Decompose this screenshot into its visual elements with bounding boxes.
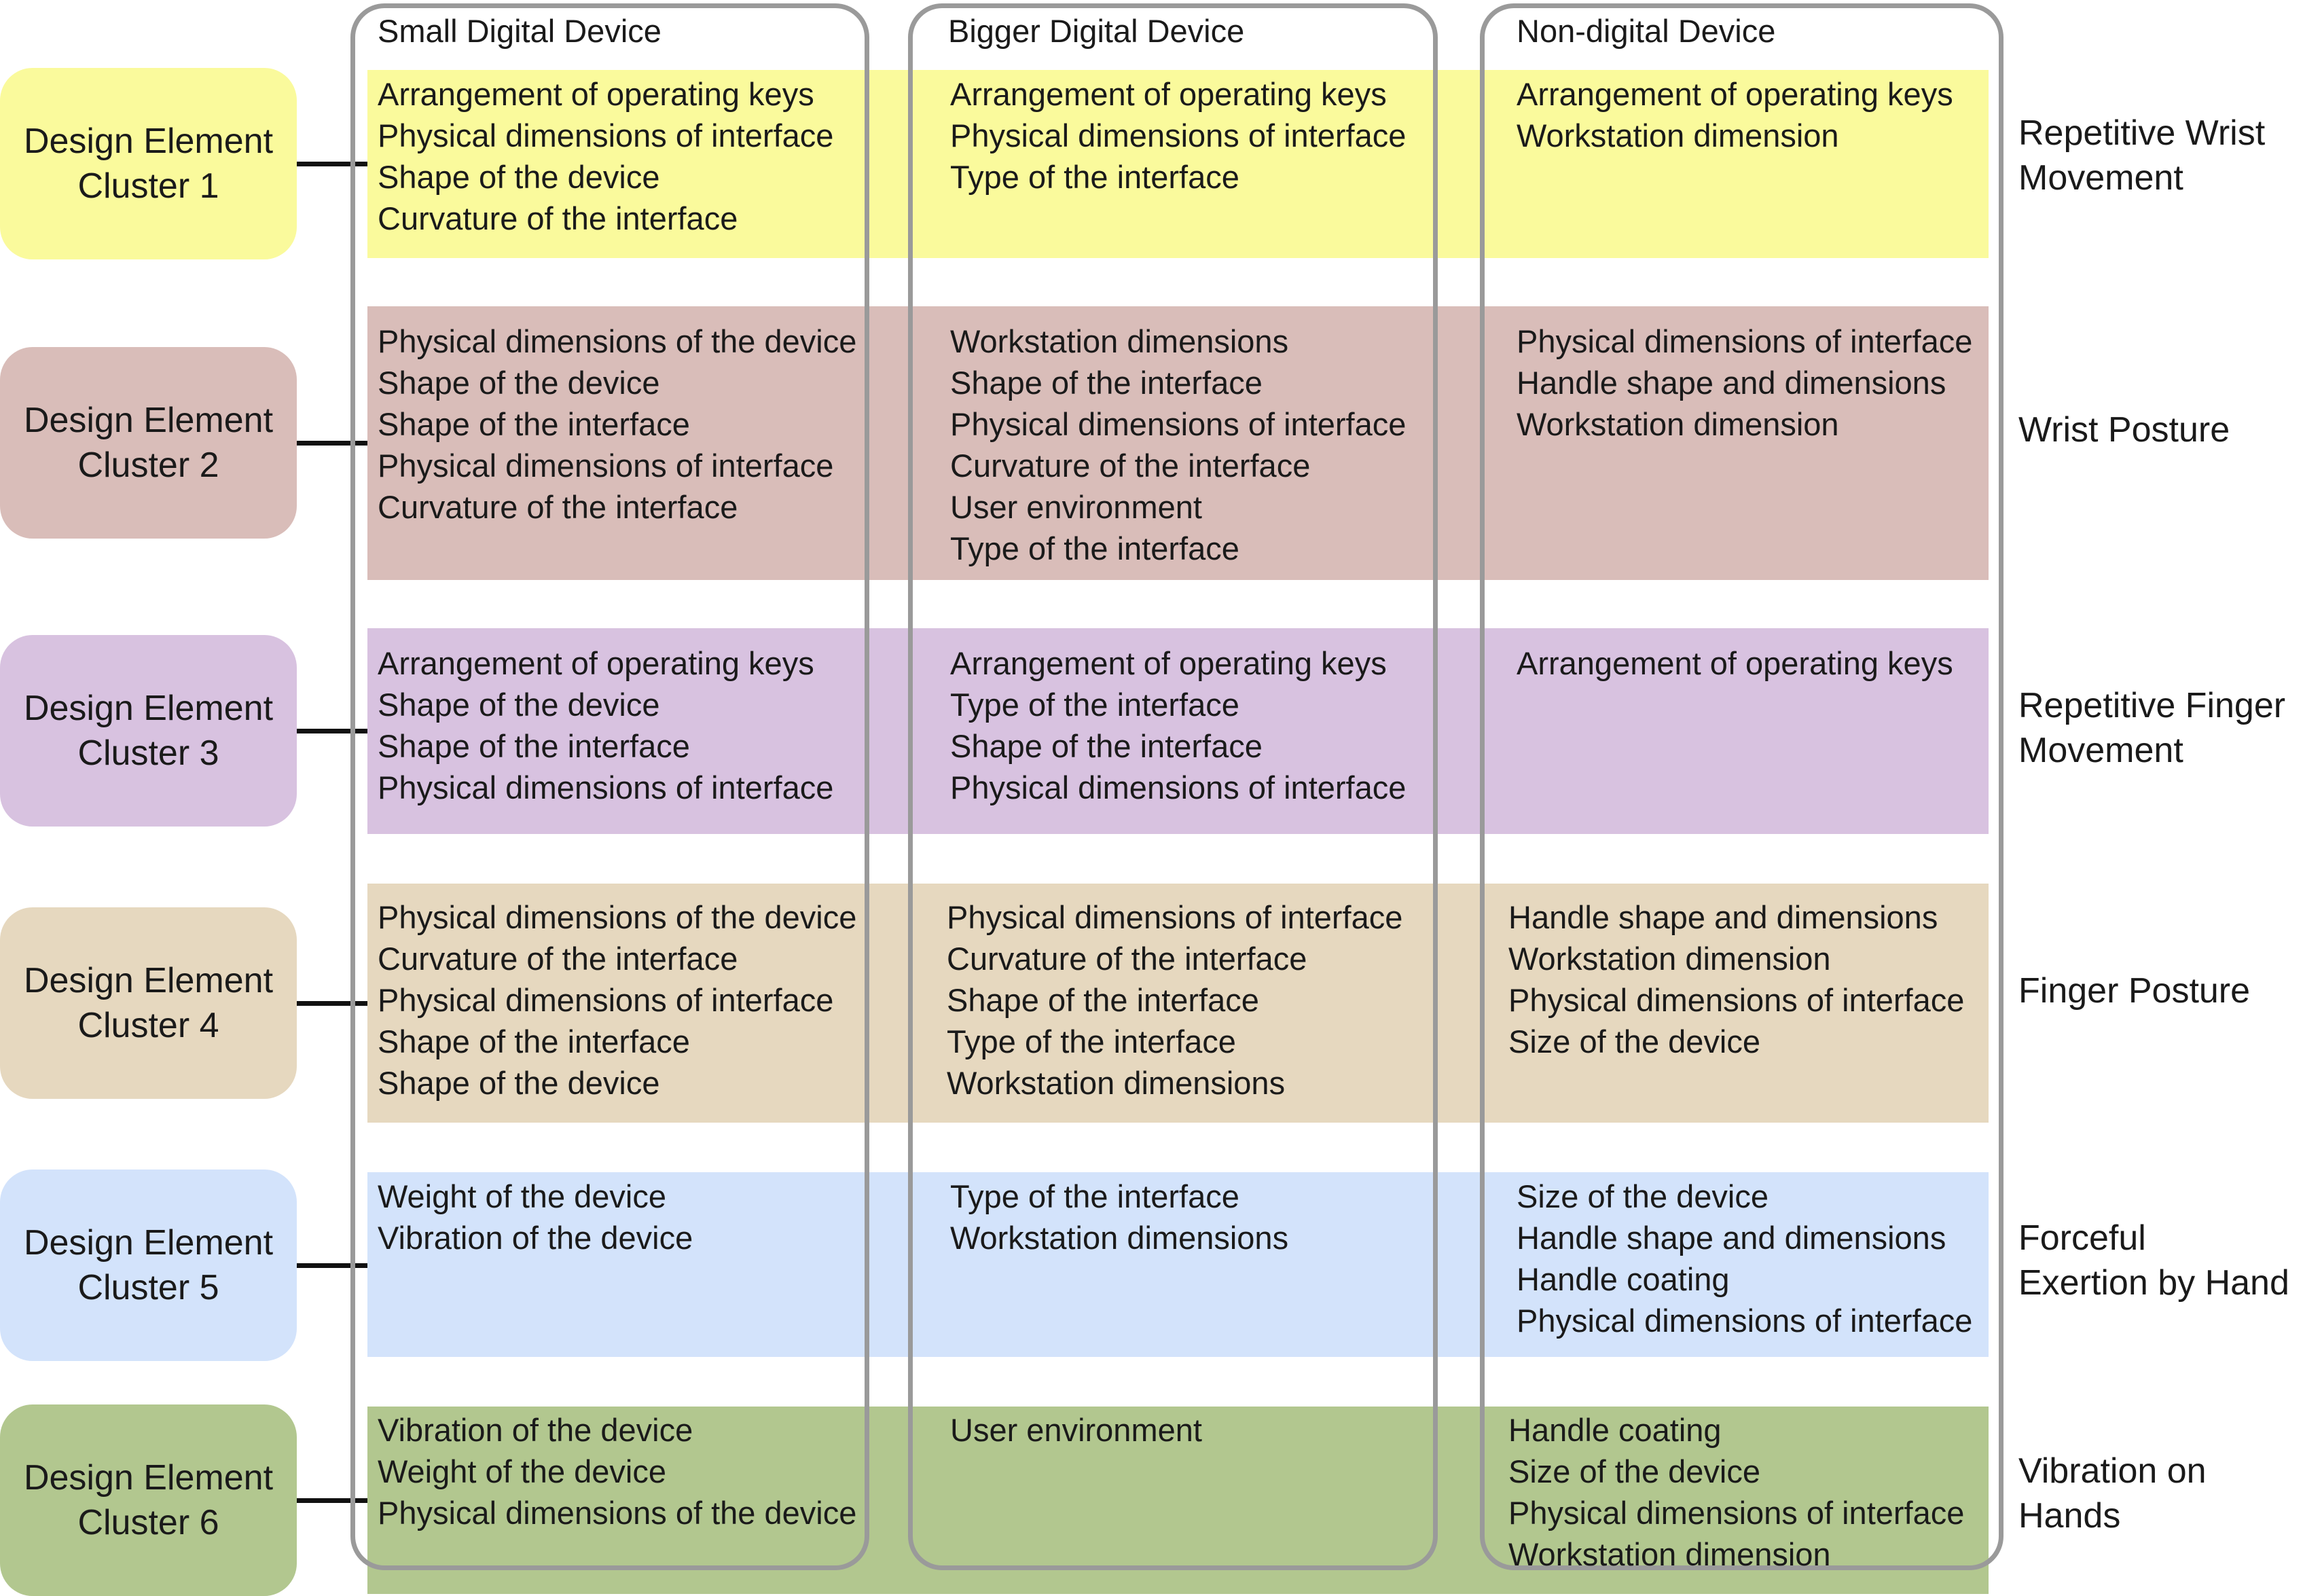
element-list-nondigital [1508,896,1964,1062]
design-element-item: Physical dimensions of interface [1517,1303,1973,1339]
risk-factor-text: Movement [2018,731,2183,770]
design-element-item: Physical dimensions of interface [378,982,834,1018]
design-element-item: Physical dimensions of interface [1517,323,1973,359]
element-list-small [378,73,833,239]
risk-factor-text: Forceful [2018,1218,2146,1258]
cluster-label: Cluster 2 [77,446,219,485]
cluster-label: Cluster 1 [77,166,219,206]
element-list-small [378,1409,856,1534]
risk-factor-label [2018,111,2265,200]
design-element-item: Arrangement of operating keys [1517,645,1953,681]
design-element-item: Arrangement of operating keys [950,76,1387,112]
design-element-item: Arrangement of operating keys [950,645,1387,681]
design-element-item: Physical dimensions of the device [378,323,857,359]
cluster-box-2 [0,347,297,539]
element-list-small [378,642,833,808]
cluster-label: Cluster 5 [77,1268,219,1307]
risk-factor-label [2018,683,2285,773]
risk-factor-label [2018,407,2230,452]
design-element-item: Type of the interface [950,1178,1239,1214]
risk-factor-text: Hands [2018,1496,2121,1536]
design-element-item: Weight of the device [378,1453,666,1489]
design-element-item: Size of the device [1517,1178,1769,1214]
design-element-item: Shape of the interface [378,1023,690,1059]
design-element-item: Weight of the device [378,1178,666,1214]
risk-factor-label [2018,1216,2289,1305]
design-element-item: Shape of the interface [950,365,1263,401]
column-header-nondigital: Non-digital Device [1517,13,1776,49]
design-element-item: Type of the interface [950,159,1239,195]
design-element-item: Physical dimensions of interface [1508,982,1965,1018]
element-list-small [378,896,856,1104]
cluster-label: Design Element [23,961,274,1000]
column-header-bigger: Bigger Digital Device [948,13,1245,49]
design-element-item: Physical dimensions of interface [378,117,834,153]
design-element-item: Shape of the interface [378,406,690,442]
cluster-box-1 [0,68,297,259]
design-element-item: Curvature of the interface [378,489,738,525]
cluster-label: Design Element [23,122,274,161]
design-element-item: Size of the device [1508,1023,1760,1059]
element-list-bigger [947,896,1402,1104]
design-element-item: Workstation dimension [1517,117,1839,153]
risk-factor-label [2018,1449,2207,1538]
design-element-item: Arrangement of operating keys [1517,76,1953,112]
design-element-item: Physical dimensions of interface [947,899,1403,935]
cluster-label: Design Element [23,689,274,728]
design-element-item: Type of the interface [950,530,1239,566]
risk-factor-text: Vibration on [2018,1451,2207,1491]
risk-factor-label [2018,968,2250,1013]
design-element-item: Curvature of the interface [947,941,1307,977]
design-element-item: Type of the interface [950,687,1239,723]
design-element-item: Handle shape and dimensions [1508,899,1938,935]
design-element-item: Shape of the interface [378,728,690,764]
cluster-box-5 [0,1169,297,1361]
design-element-item: Shape of the device [378,159,660,195]
design-element-item: User environment [950,1412,1202,1448]
cluster-label: Cluster 3 [77,733,219,773]
design-element-item: Handle shape and dimensions [1517,1220,1946,1256]
element-list-nondigital [1517,321,1972,445]
design-element-item: Curvature of the interface [378,941,738,977]
cluster-box-4 [0,907,297,1099]
element-list-nondigital [1517,73,1953,156]
element-list-bigger [950,1176,1288,1258]
design-element-item: Shape of the interface [947,982,1259,1018]
design-element-item: Workstation dimension [1517,406,1839,442]
design-element-item: User environment [950,489,1202,525]
design-element-item: Physical dimensions of interface [1508,1495,1965,1531]
design-element-item: Physical dimensions of interface [950,769,1407,805]
design-element-item: Vibration of the device [378,1220,693,1256]
element-list-nondigital [1517,1176,1972,1341]
cluster-box-3 [0,635,297,827]
element-list-bigger [950,642,1406,808]
design-element-item: Handle shape and dimensions [1517,365,1946,401]
design-element-item: Handle coating [1517,1261,1730,1297]
cluster-label: Cluster 4 [77,1006,219,1045]
design-element-item: Size of the device [1508,1453,1760,1489]
design-element-item: Shape of the device [378,365,660,401]
design-element-item: Physical dimensions of interface [378,769,834,805]
element-list-small [378,321,856,528]
element-list-bigger [950,321,1406,569]
cluster-label: Cluster 6 [77,1503,219,1542]
element-list-nondigital [1517,642,1953,684]
cluster-label: Design Element [23,1223,274,1263]
cluster-label: Design Element [23,401,274,440]
design-element-item: Physical dimensions of the device [378,899,857,935]
design-element-item: Curvature of the interface [950,448,1311,484]
design-element-item: Physical dimensions of interface [950,406,1407,442]
risk-factor-text: Repetitive Finger [2018,686,2286,725]
element-list-nondigital [1508,1409,1964,1575]
design-element-item: Shape of the device [378,687,660,723]
design-element-item: Workstation dimension [1508,1536,1831,1572]
column-header-small: Small Digital Device [378,13,661,49]
element-list-bigger [950,73,1406,198]
design-element-item: Shape of the device [378,1065,660,1101]
risk-factor-text: Wrist Posture [2018,410,2230,450]
risk-factor-text: Repetitive Wrist [2018,113,2266,153]
cluster-label: Design Element [23,1458,274,1498]
design-element-item: Physical dimensions of the device [378,1495,857,1531]
design-element-item: Workstation dimensions [950,1220,1289,1256]
risk-factor-text: Exertion by Hand [2018,1263,2289,1303]
design-element-item: Handle coating [1508,1412,1722,1448]
element-list-bigger [950,1409,1202,1451]
design-element-item: Workstation dimensions [947,1065,1286,1101]
risk-factor-text: Movement [2018,158,2183,198]
cluster-box-6 [0,1404,297,1596]
design-element-item: Workstation dimension [1508,941,1831,977]
design-element-item: Physical dimensions of interface [950,117,1407,153]
design-element-item: Type of the interface [947,1023,1236,1059]
design-element-item: Vibration of the device [378,1412,693,1448]
design-element-item: Shape of the interface [950,728,1263,764]
design-element-item: Arrangement of operating keys [378,76,814,112]
risk-factor-text: Finger Posture [2018,971,2251,1011]
design-element-item: Workstation dimensions [950,323,1289,359]
design-element-item: Physical dimensions of interface [378,448,834,484]
element-list-small [378,1176,693,1258]
design-element-item: Curvature of the interface [378,200,738,236]
design-element-item: Arrangement of operating keys [378,645,814,681]
